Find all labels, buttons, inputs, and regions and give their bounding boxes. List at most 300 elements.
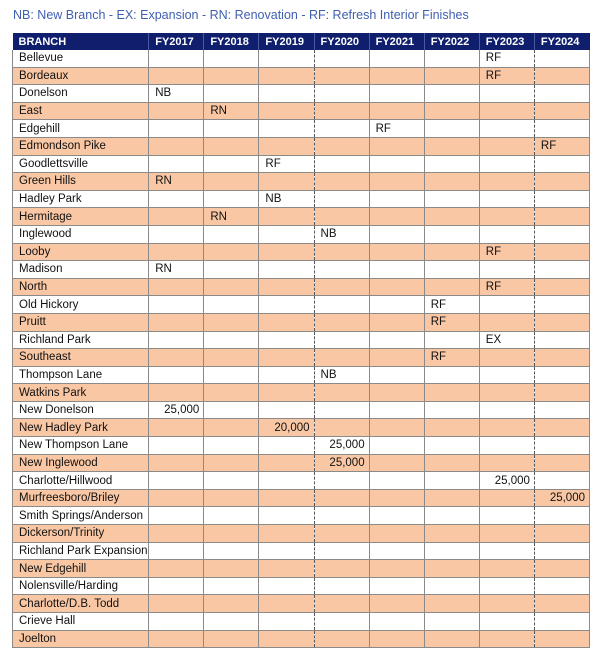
schedule-cell: RF xyxy=(259,155,314,173)
schedule-cell xyxy=(369,401,424,419)
branch-name-cell: Hermitage xyxy=(13,208,149,226)
schedule-cell xyxy=(479,366,534,384)
table-row xyxy=(13,85,590,103)
table-row xyxy=(13,331,590,349)
schedule-cell xyxy=(149,67,204,85)
schedule-cell xyxy=(479,507,534,525)
schedule-cell xyxy=(259,613,314,631)
branch-name-cell: Hadley Park xyxy=(13,190,149,208)
table-row xyxy=(13,454,590,472)
column-header-fy2020: FY2020 xyxy=(314,33,369,50)
schedule-cell xyxy=(314,630,369,648)
schedule-cell xyxy=(204,613,259,631)
schedule-cell xyxy=(314,50,369,67)
schedule-cell xyxy=(259,366,314,384)
schedule-cell xyxy=(424,331,479,349)
schedule-cell xyxy=(479,525,534,543)
schedule-cell xyxy=(149,437,204,455)
schedule-cell xyxy=(204,525,259,543)
schedule-cell: RF xyxy=(479,243,534,261)
schedule-cell: 25,000 xyxy=(534,489,589,507)
column-header-fy2017: FY2017 xyxy=(149,33,204,50)
table-row xyxy=(13,313,590,331)
schedule-cell xyxy=(259,384,314,402)
branch-name-cell: Looby xyxy=(13,243,149,261)
schedule-cell xyxy=(479,137,534,155)
table-row xyxy=(13,67,590,85)
schedule-cell xyxy=(424,577,479,595)
schedule-cell xyxy=(314,401,369,419)
schedule-cell xyxy=(534,67,589,85)
schedule-cell xyxy=(369,331,424,349)
schedule-cell xyxy=(534,366,589,384)
schedule-cell xyxy=(424,261,479,279)
table-row xyxy=(13,120,590,138)
schedule-cell xyxy=(479,401,534,419)
schedule-cell xyxy=(534,102,589,120)
schedule-cell xyxy=(479,102,534,120)
schedule-cell xyxy=(259,349,314,367)
schedule-cell xyxy=(259,437,314,455)
schedule-cell xyxy=(369,613,424,631)
schedule-cell: RF xyxy=(369,120,424,138)
schedule-cell xyxy=(534,243,589,261)
schedule-cell xyxy=(204,85,259,103)
schedule-cell xyxy=(204,437,259,455)
schedule-cell xyxy=(149,577,204,595)
table-row xyxy=(13,50,590,67)
table-row xyxy=(13,208,590,226)
schedule-cell xyxy=(479,454,534,472)
schedule-cell xyxy=(424,560,479,578)
schedule-cell xyxy=(204,50,259,67)
table-row xyxy=(13,349,590,367)
schedule-cell xyxy=(259,489,314,507)
schedule-cell xyxy=(369,454,424,472)
schedule-cell xyxy=(369,50,424,67)
schedule-cell xyxy=(534,278,589,296)
table-row xyxy=(13,155,590,173)
schedule-cell xyxy=(424,507,479,525)
schedule-cell xyxy=(314,507,369,525)
schedule-cell: NB xyxy=(259,190,314,208)
schedule-cell xyxy=(204,173,259,191)
branch-name-cell: Pruitt xyxy=(13,313,149,331)
schedule-cell xyxy=(369,525,424,543)
schedule-cell xyxy=(369,137,424,155)
schedule-cell xyxy=(149,542,204,560)
schedule-cell xyxy=(479,120,534,138)
schedule-cell xyxy=(534,507,589,525)
schedule-cell xyxy=(424,384,479,402)
schedule-cell: RN xyxy=(149,261,204,279)
table-row xyxy=(13,542,590,560)
schedule-cell xyxy=(369,225,424,243)
schedule-cell xyxy=(424,542,479,560)
table-row xyxy=(13,489,590,507)
schedule-cell xyxy=(479,261,534,279)
column-header-fy2018: FY2018 xyxy=(204,33,259,50)
schedule-cell xyxy=(534,419,589,437)
schedule-cell xyxy=(424,595,479,613)
schedule-cell: RF xyxy=(479,278,534,296)
schedule-cell: RN xyxy=(204,208,259,226)
schedule-cell xyxy=(479,85,534,103)
schedule-cell xyxy=(314,261,369,279)
schedule-cell xyxy=(149,507,204,525)
schedule-cell xyxy=(424,419,479,437)
table-row xyxy=(13,401,590,419)
table-row xyxy=(13,366,590,384)
schedule-cell xyxy=(369,243,424,261)
schedule-cell xyxy=(424,366,479,384)
schedule-cell xyxy=(259,137,314,155)
branch-name-cell: Crieve Hall xyxy=(13,613,149,631)
branch-name-cell: Southeast xyxy=(13,349,149,367)
branch-name-cell: Madison xyxy=(13,261,149,279)
schedule-cell xyxy=(314,331,369,349)
schedule-cell xyxy=(534,120,589,138)
schedule-cell xyxy=(259,243,314,261)
schedule-cell xyxy=(369,472,424,490)
schedule-cell xyxy=(479,225,534,243)
schedule-cell xyxy=(149,489,204,507)
schedule-cell xyxy=(314,137,369,155)
schedule-cell xyxy=(259,401,314,419)
schedule-cell xyxy=(369,85,424,103)
schedule-cell xyxy=(479,437,534,455)
branch-name-cell: Watkins Park xyxy=(13,384,149,402)
schedule-cell xyxy=(479,173,534,191)
schedule-cell xyxy=(314,489,369,507)
schedule-cell xyxy=(534,525,589,543)
schedule-cell xyxy=(204,225,259,243)
schedule-cell xyxy=(149,419,204,437)
branch-name-cell: East xyxy=(13,102,149,120)
schedule-cell xyxy=(149,137,204,155)
schedule-cell xyxy=(149,384,204,402)
schedule-cell xyxy=(424,489,479,507)
schedule-cell xyxy=(369,489,424,507)
schedule-cell: NB xyxy=(149,85,204,103)
schedule-cell xyxy=(479,595,534,613)
schedule-cell: 25,000 xyxy=(314,454,369,472)
column-header-fy2022: FY2022 xyxy=(424,33,479,50)
schedule-cell xyxy=(369,437,424,455)
branch-name-cell: Joelton xyxy=(13,630,149,648)
schedule-cell xyxy=(479,613,534,631)
schedule-cell xyxy=(149,278,204,296)
schedule-cell xyxy=(424,401,479,419)
schedule-cell xyxy=(259,507,314,525)
schedule-cell xyxy=(204,67,259,85)
schedule-cell xyxy=(204,261,259,279)
schedule-cell xyxy=(424,155,479,173)
schedule-cell xyxy=(204,384,259,402)
schedule-cell xyxy=(259,102,314,120)
schedule-cell xyxy=(204,155,259,173)
schedule-cell xyxy=(259,296,314,314)
branch-name-cell: Nolensville/Harding xyxy=(13,577,149,595)
branch-name-cell: Green Hills xyxy=(13,173,149,191)
schedule-cell xyxy=(314,525,369,543)
schedule-cell xyxy=(204,507,259,525)
schedule-cell xyxy=(314,102,369,120)
schedule-cell xyxy=(314,278,369,296)
schedule-cell xyxy=(259,50,314,67)
table-row xyxy=(13,261,590,279)
schedule-cell xyxy=(534,190,589,208)
column-header-fy2019: FY2019 xyxy=(259,33,314,50)
schedule-cell xyxy=(149,472,204,490)
schedule-cell xyxy=(259,454,314,472)
table-row xyxy=(13,419,590,437)
schedule-cell xyxy=(369,261,424,279)
branch-name-cell: Donelson xyxy=(13,85,149,103)
schedule-cell xyxy=(259,225,314,243)
schedule-cell xyxy=(424,67,479,85)
schedule-cell xyxy=(534,296,589,314)
branch-name-cell: Inglewood xyxy=(13,225,149,243)
schedule-cell xyxy=(534,472,589,490)
schedule-cell xyxy=(534,437,589,455)
branch-schedule-table xyxy=(12,33,590,648)
schedule-cell xyxy=(259,67,314,85)
schedule-cell xyxy=(204,560,259,578)
table-row xyxy=(13,243,590,261)
table-row xyxy=(13,137,590,155)
schedule-cell xyxy=(204,542,259,560)
schedule-cell xyxy=(204,595,259,613)
schedule-cell xyxy=(204,419,259,437)
schedule-cell: 25,000 xyxy=(479,472,534,490)
schedule-cell xyxy=(424,208,479,226)
schedule-cell xyxy=(534,577,589,595)
schedule-cell xyxy=(204,349,259,367)
schedule-cell xyxy=(149,296,204,314)
table-row xyxy=(13,507,590,525)
schedule-cell xyxy=(314,419,369,437)
schedule-cell xyxy=(369,507,424,525)
schedule-cell xyxy=(479,313,534,331)
schedule-cell xyxy=(534,542,589,560)
schedule-cell xyxy=(149,243,204,261)
schedule-cell xyxy=(369,173,424,191)
schedule-cell xyxy=(534,155,589,173)
table-row xyxy=(13,630,590,648)
column-header-fy2024: FY2024 xyxy=(534,33,589,50)
schedule-cell xyxy=(534,261,589,279)
schedule-cell xyxy=(149,190,204,208)
table-row xyxy=(13,296,590,314)
schedule-cell xyxy=(314,560,369,578)
branch-name-cell: Edgehill xyxy=(13,120,149,138)
table-body xyxy=(13,50,590,648)
schedule-cell: RF xyxy=(534,137,589,155)
schedule-cell xyxy=(534,401,589,419)
schedule-cell xyxy=(534,85,589,103)
schedule-cell xyxy=(369,419,424,437)
schedule-cell xyxy=(204,278,259,296)
schedule-cell xyxy=(259,120,314,138)
schedule-cell xyxy=(259,261,314,279)
schedule-cell xyxy=(424,225,479,243)
schedule-cell xyxy=(369,577,424,595)
schedule-cell xyxy=(314,542,369,560)
schedule-cell xyxy=(479,349,534,367)
schedule-cell xyxy=(204,401,259,419)
schedule-cell xyxy=(424,120,479,138)
schedule-cell xyxy=(149,331,204,349)
schedule-cell xyxy=(149,560,204,578)
schedule-cell xyxy=(424,454,479,472)
schedule-cell xyxy=(204,472,259,490)
schedule-cell xyxy=(314,208,369,226)
schedule-cell xyxy=(369,349,424,367)
schedule-cell: 25,000 xyxy=(149,401,204,419)
legend-text: NB: New Branch - EX: Expansion - RN: Renovation - RF: Refresh Interior Finishes xyxy=(13,8,469,22)
schedule-cell xyxy=(314,190,369,208)
branch-name-cell: Edmondson Pike xyxy=(13,137,149,155)
table-row xyxy=(13,173,590,191)
schedule-cell xyxy=(479,419,534,437)
branch-name-cell: Dickerson/Trinity xyxy=(13,525,149,543)
schedule-cell xyxy=(149,120,204,138)
schedule-cell xyxy=(149,313,204,331)
schedule-cell xyxy=(369,630,424,648)
schedule-cell xyxy=(369,542,424,560)
schedule-cell xyxy=(369,278,424,296)
schedule-cell xyxy=(534,630,589,648)
schedule-cell: NB xyxy=(314,366,369,384)
branch-name-cell: Charlotte/Hillwood xyxy=(13,472,149,490)
branch-name-cell: North xyxy=(13,278,149,296)
column-header-branch: BRANCH xyxy=(13,33,149,50)
schedule-cell xyxy=(369,560,424,578)
branch-name-cell: New Donelson xyxy=(13,401,149,419)
schedule-cell xyxy=(314,120,369,138)
schedule-cell xyxy=(314,296,369,314)
schedule-cell xyxy=(534,560,589,578)
schedule-cell xyxy=(314,613,369,631)
branch-name-cell: Murfreesboro/Briley xyxy=(13,489,149,507)
header-row xyxy=(13,33,590,50)
schedule-cell xyxy=(149,595,204,613)
schedule-cell xyxy=(149,454,204,472)
schedule-cell xyxy=(259,525,314,543)
branch-name-cell: Bellevue xyxy=(13,50,149,67)
schedule-cell xyxy=(369,190,424,208)
branch-name-cell: New Thompson Lane xyxy=(13,437,149,455)
schedule-cell xyxy=(424,190,479,208)
schedule-cell xyxy=(424,173,479,191)
schedule-cell: RN xyxy=(204,102,259,120)
table-row xyxy=(13,560,590,578)
schedule-cell xyxy=(424,50,479,67)
schedule-cell: NB xyxy=(314,225,369,243)
table-row xyxy=(13,437,590,455)
schedule-cell xyxy=(314,313,369,331)
schedule-cell xyxy=(534,225,589,243)
schedule-cell xyxy=(259,595,314,613)
schedule-cell xyxy=(534,595,589,613)
schedule-cell xyxy=(314,472,369,490)
column-header-fy2023: FY2023 xyxy=(479,33,534,50)
schedule-cell xyxy=(259,173,314,191)
schedule-cell xyxy=(149,50,204,67)
schedule-cell xyxy=(204,313,259,331)
schedule-cell xyxy=(369,296,424,314)
schedule-cell: EX xyxy=(479,331,534,349)
table-row xyxy=(13,278,590,296)
schedule-cell xyxy=(204,120,259,138)
schedule-cell xyxy=(369,384,424,402)
schedule-cell xyxy=(259,472,314,490)
schedule-cell xyxy=(314,595,369,613)
schedule-cell xyxy=(259,278,314,296)
schedule-cell xyxy=(314,85,369,103)
schedule-cell xyxy=(479,384,534,402)
schedule-cell xyxy=(534,454,589,472)
schedule-cell: RF xyxy=(424,313,479,331)
branch-name-cell: Charlotte/D.B. Todd xyxy=(13,595,149,613)
schedule-cell xyxy=(204,577,259,595)
schedule-cell xyxy=(204,190,259,208)
schedule-cell xyxy=(259,208,314,226)
schedule-cell xyxy=(369,313,424,331)
column-header-fy2021: FY2021 xyxy=(369,33,424,50)
schedule-cell xyxy=(534,313,589,331)
table-row xyxy=(13,472,590,490)
schedule-cell: 20,000 xyxy=(259,419,314,437)
schedule-cell xyxy=(534,349,589,367)
schedule-cell xyxy=(479,560,534,578)
schedule-cell xyxy=(534,384,589,402)
schedule-cell xyxy=(479,208,534,226)
schedule-cell xyxy=(204,366,259,384)
schedule-cell xyxy=(479,296,534,314)
schedule-cell xyxy=(534,331,589,349)
branch-name-cell: Richland Park Expansion xyxy=(13,542,149,560)
schedule-cell xyxy=(534,208,589,226)
schedule-cell: 25,000 xyxy=(314,437,369,455)
schedule-cell xyxy=(534,613,589,631)
schedule-cell xyxy=(314,155,369,173)
table-row xyxy=(13,102,590,120)
schedule-cell xyxy=(204,630,259,648)
schedule-cell xyxy=(479,155,534,173)
branch-name-cell: New Hadley Park xyxy=(13,419,149,437)
table-row xyxy=(13,190,590,208)
schedule-cell xyxy=(314,173,369,191)
schedule-cell xyxy=(424,243,479,261)
schedule-cell xyxy=(314,384,369,402)
schedule-cell: RF xyxy=(424,349,479,367)
schedule-cell xyxy=(259,85,314,103)
schedule-cell xyxy=(424,630,479,648)
schedule-cell xyxy=(204,296,259,314)
schedule-cell xyxy=(259,630,314,648)
schedule-cell xyxy=(424,437,479,455)
schedule-cell xyxy=(369,366,424,384)
schedule-cell xyxy=(369,595,424,613)
schedule-cell: RF xyxy=(479,50,534,67)
schedule-cell xyxy=(259,313,314,331)
schedule-cell xyxy=(314,577,369,595)
schedule-cell xyxy=(149,630,204,648)
schedule-cell xyxy=(479,542,534,560)
schedule-cell xyxy=(424,137,479,155)
